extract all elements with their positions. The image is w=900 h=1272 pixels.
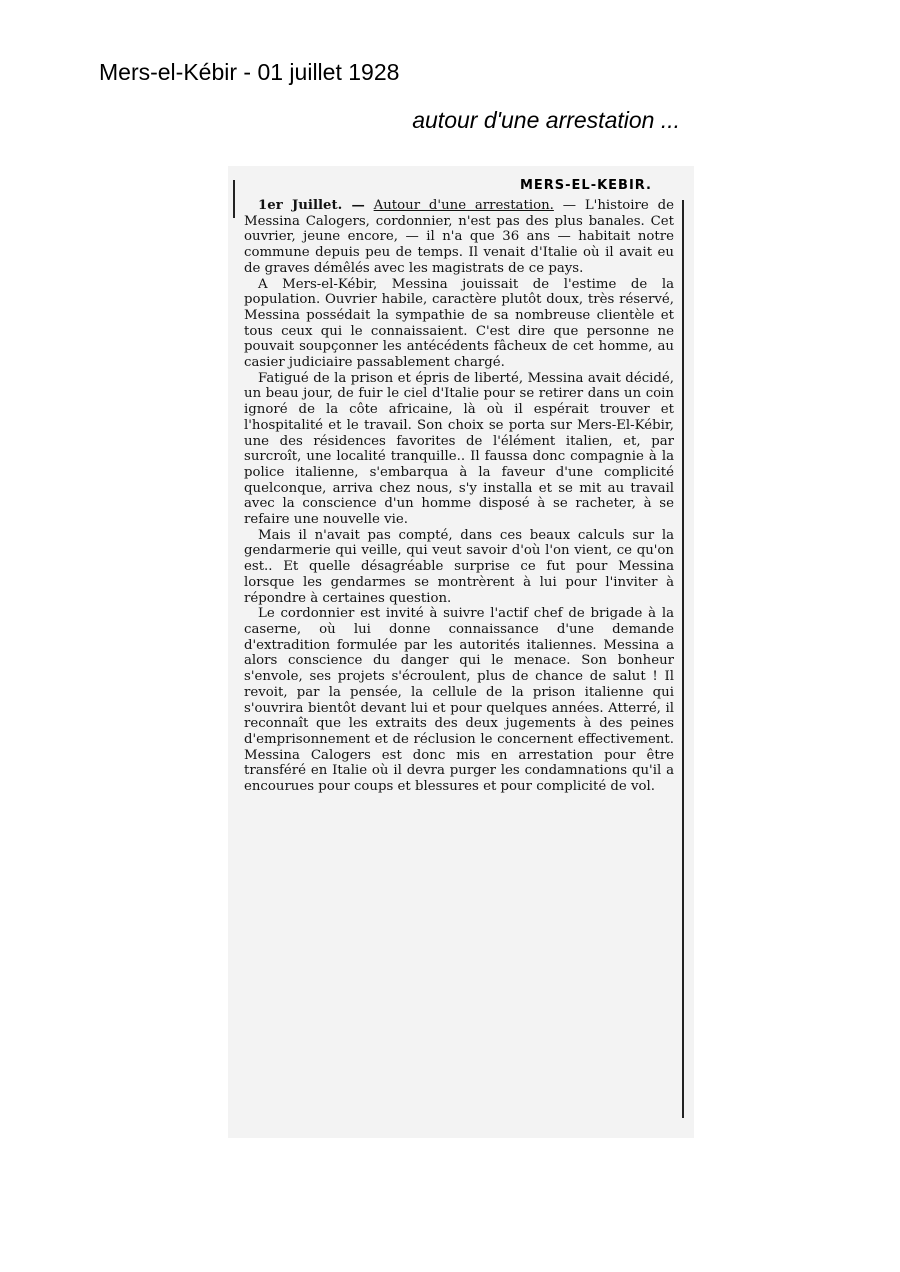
article-paragraph-lead — [244, 198, 674, 277]
column-rule-left — [233, 180, 235, 218]
page-subtitle: autour d'une arrestation ... — [412, 107, 680, 133]
column-rule-right — [682, 200, 684, 1118]
article-dateline: 1er Juillet. — — [258, 198, 365, 213]
clipping-header: MERS-EL-KEBIR. — [519, 178, 652, 193]
article-body — [244, 198, 678, 795]
article-paragraph: A Mers-el-Kébir, Messina jouissait de l'estime de la population. Ouvrier habile, caractère plutôt doux, très réservé, Messina possédait la sympathie de sa nombreuse clientèle et tous ceux qui le connaissaient. C'est dire que personne ne pouvait soupçonner les antécédents fâcheux de cet homme, au casier judiciaire passablement chargé. — [244, 276, 674, 371]
article-paragraph: Fatigué de la prison et épris de liberté, Messina avait décidé, un beau jour, de fuir le ciel d'Italie pour se retirer dans un coin ignoré de la côte africaine, là où il espérait trouver et l'hospitalité et le travail. Son choix se porta sur Mers-El-Kébir, une des résidences favorites de l'élément italien, et, par surcroît, une localité tranquille.. Il faussa donc compagnie à la police italienne, s'embarqua à la faveur d'une complicité quelconque, arriva chez nous, s'y installa et se mit au travail avec la conscience d'un homme disposé à se racheter, à se refaire une nouvelle vie. — [244, 370, 674, 528]
page-title: Mers-el-Kébir - 01 juillet 1928 — [99, 59, 400, 85]
article-headline: Autour d'une arrestation. — [373, 198, 554, 213]
article-paragraph: Le cordonnier est invité à suivre l'actif chef de brigade à la caserne, où lui donne connaissance d'une demande d'extradition formulée par les autorités italiennes. Messina a alors conscience du danger qui le menace. Son bonheur s'envole, ses projets s'écroulent, plus de chance de salut ! Il revoit, par la pensée, la cellule de la prison italienne qui s'ouvrira bientôt devant lui et pour quelques années. Atterré, il reconnaît que les extraits des deux jugements à des peines d'emprisonnement et de réclusion le concernent effectivement. Messina Calogers est donc mis en arrestation pour être transféré en Italie où il devra purger les condamnations qu'il a encourues pour coups et blessures et pour complicité de vol. — [244, 606, 674, 795]
article-paragraph: Mais il n'avait pas compté, dans ces beaux calculs sur la gendarmerie qui veille, qui veut savoir d'où l'on vient, ce qu'on est.. Et quelle désagréable surprise ce fut pour Messina lorsque les gendarmes se montrèrent à lui pour l'inviter à répondre à certaines question. — [244, 527, 674, 606]
newspaper-clipping — [228, 166, 694, 1138]
article-lead-text: — L'histoire de Messina Calogers, cordonnier, n'est pas des plus banales. Cet ouvrier, jeune encore, — il n'a que 36 ans — habitait notre commune depuis peu de temps. Il venait d'Italie où il avait eu de graves démêlés avec les magistrats de ce pays. — [244, 198, 674, 276]
